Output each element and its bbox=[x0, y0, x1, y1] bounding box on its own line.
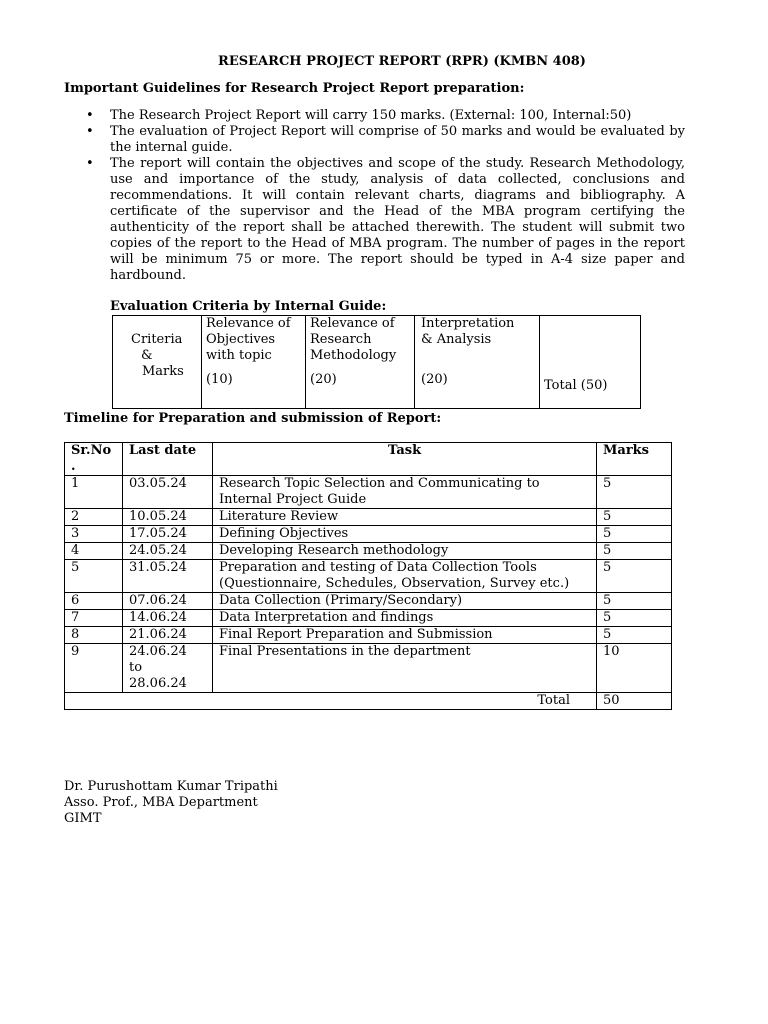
cell-marks: 5 bbox=[597, 543, 672, 560]
cell-marks: 5 bbox=[597, 610, 672, 627]
criteria-marks-cell bbox=[113, 316, 202, 409]
date-line: 24.06.24 bbox=[129, 644, 187, 659]
cell-date: 07.06.24 bbox=[123, 593, 213, 610]
cell-srno: 6 bbox=[65, 593, 123, 610]
cell-text: Relevance of bbox=[206, 316, 291, 331]
cell-task: Final Report Preparation and Submission bbox=[213, 627, 597, 644]
cell-marks: 5 bbox=[597, 627, 672, 644]
cell-task: Data Interpretation and findings bbox=[213, 610, 597, 627]
cell-task: Final Presentations in the department bbox=[213, 644, 597, 693]
cell-text: Objectives bbox=[206, 332, 276, 347]
timeline-rows bbox=[65, 476, 672, 644]
cell-date: 21.06.24 bbox=[123, 627, 213, 644]
total-cell bbox=[540, 316, 641, 409]
guidelines-list bbox=[64, 108, 685, 284]
total-value: 50 bbox=[597, 693, 672, 710]
document-title: RESEARCH PROJECT REPORT (RPR) (KMBN 408) bbox=[218, 54, 586, 69]
header-srno bbox=[65, 443, 123, 476]
cell-date bbox=[123, 644, 213, 693]
guideline-item-marks: • The Research Project Report will carry 150 marks. (External: 100, Internal:50) bbox=[64, 108, 685, 124]
cell-srno: 8 bbox=[65, 627, 123, 644]
cell-srno: 7 bbox=[65, 610, 123, 627]
table-row bbox=[65, 644, 672, 693]
table-row bbox=[65, 593, 672, 610]
header-text: Sr.No bbox=[71, 443, 112, 458]
guideline-item-evaluation: • The evaluation of Project Report will comprise of 50 marks and would be evaluated by the internal guide. bbox=[64, 124, 685, 156]
guideline-item-contents: • The report will contain the objectives and scope of the study. Research Methodology, use and importance of the study, analysis of data collected, conclusions and recommendations. It will contain relevant charts, diagrams and bibliography. A certificate of the supervisor and the Head of the MBA program certifying the authenticity of the report shall be attached therewith. The student will submit two copies of the report to the Head of MBA program. The number of pages in the report will be minimum 75 or more. The report should be typed in A-4 size paper and hardbound. bbox=[64, 156, 685, 284]
cell-text: with topic bbox=[206, 348, 272, 363]
cell-date: 24.05.24 bbox=[123, 543, 213, 560]
cell-text: & Analysis bbox=[421, 332, 492, 347]
marks-value: (20) bbox=[310, 372, 337, 387]
cell-date: 31.05.24 bbox=[123, 560, 213, 593]
cell-task: Data Collection (Primary/Secondary) bbox=[213, 593, 597, 610]
timeline-table bbox=[64, 442, 672, 710]
relevance-objectives-cell bbox=[202, 316, 306, 409]
cell-text: Research bbox=[310, 332, 372, 347]
total-value: Total (50) bbox=[544, 378, 608, 393]
cell-text: Relevance of bbox=[310, 316, 395, 331]
table-row bbox=[65, 476, 672, 509]
cell-date: 10.05.24 bbox=[123, 509, 213, 526]
cell-text: Methodology bbox=[310, 348, 397, 363]
table-row bbox=[65, 610, 672, 627]
cell-marks: 5 bbox=[597, 526, 672, 543]
table-row bbox=[65, 526, 672, 543]
cell-date: 14.06.24 bbox=[123, 610, 213, 627]
table-row bbox=[65, 509, 672, 526]
cell-date: 03.05.24 bbox=[123, 476, 213, 509]
cell-text: Interpretation bbox=[421, 316, 515, 331]
cell-srno: 2 bbox=[65, 509, 123, 526]
date-line: 28.06.24 bbox=[129, 676, 187, 691]
cell-date: 17.05.24 bbox=[123, 526, 213, 543]
table-row bbox=[65, 543, 672, 560]
signatory-name: Dr. Purushottam Kumar Tripathi bbox=[64, 779, 278, 794]
cell-task: Literature Review bbox=[213, 509, 597, 526]
table-row bbox=[65, 627, 672, 644]
timeline-heading: Timeline for Preparation and submission of Report: bbox=[64, 411, 442, 426]
table-row bbox=[65, 560, 672, 593]
cell-marks: 5 bbox=[597, 509, 672, 526]
cell-srno: 4 bbox=[65, 543, 123, 560]
guidelines-heading: Important Guidelines for Research Project Report preparation: bbox=[64, 81, 525, 96]
cell-marks: 5 bbox=[597, 593, 672, 610]
signatory-institution: GIMT bbox=[64, 811, 102, 826]
signature-block bbox=[64, 779, 278, 827]
criteria-label: Criteria bbox=[131, 332, 183, 347]
cell-srno: 3 bbox=[65, 526, 123, 543]
marks-value: (20) bbox=[421, 372, 448, 387]
ampersand-label: & bbox=[141, 348, 153, 363]
cell-srno: 5 bbox=[65, 560, 123, 593]
date-line: to bbox=[129, 660, 143, 675]
cell-srno: 9 bbox=[65, 644, 123, 693]
cell-marks: 5 bbox=[597, 560, 672, 593]
cell-task: Research Topic Selection and Communicating to Internal Project Guide bbox=[213, 476, 597, 509]
interpretation-analysis-cell bbox=[415, 316, 540, 409]
cell-srno: 1 bbox=[65, 476, 123, 509]
header-text: . bbox=[71, 459, 76, 474]
marks-label: Marks bbox=[142, 364, 184, 379]
header-last-date: Last date bbox=[123, 443, 213, 476]
table-header-row bbox=[65, 443, 672, 476]
cell-task: Preparation and testing of Data Collection Tools (Questionnaire, Schedules, Observation, Survey etc.) bbox=[213, 560, 597, 593]
total-label: Total bbox=[65, 693, 597, 710]
marks-value: (10) bbox=[206, 372, 233, 387]
cell-marks: 10 bbox=[597, 644, 672, 693]
cell-task: Defining Objectives bbox=[213, 526, 597, 543]
header-marks: Marks bbox=[597, 443, 672, 476]
cell-marks: 5 bbox=[597, 476, 672, 509]
relevance-methodology-cell bbox=[306, 316, 415, 409]
cell-task: Developing Research methodology bbox=[213, 543, 597, 560]
header-task: Task bbox=[213, 443, 597, 476]
evaluation-criteria-table bbox=[112, 315, 641, 409]
signatory-designation: Asso. Prof., MBA Department bbox=[64, 795, 258, 810]
total-row bbox=[65, 693, 672, 710]
evaluation-heading: Evaluation Criteria by Internal Guide: bbox=[110, 299, 387, 314]
